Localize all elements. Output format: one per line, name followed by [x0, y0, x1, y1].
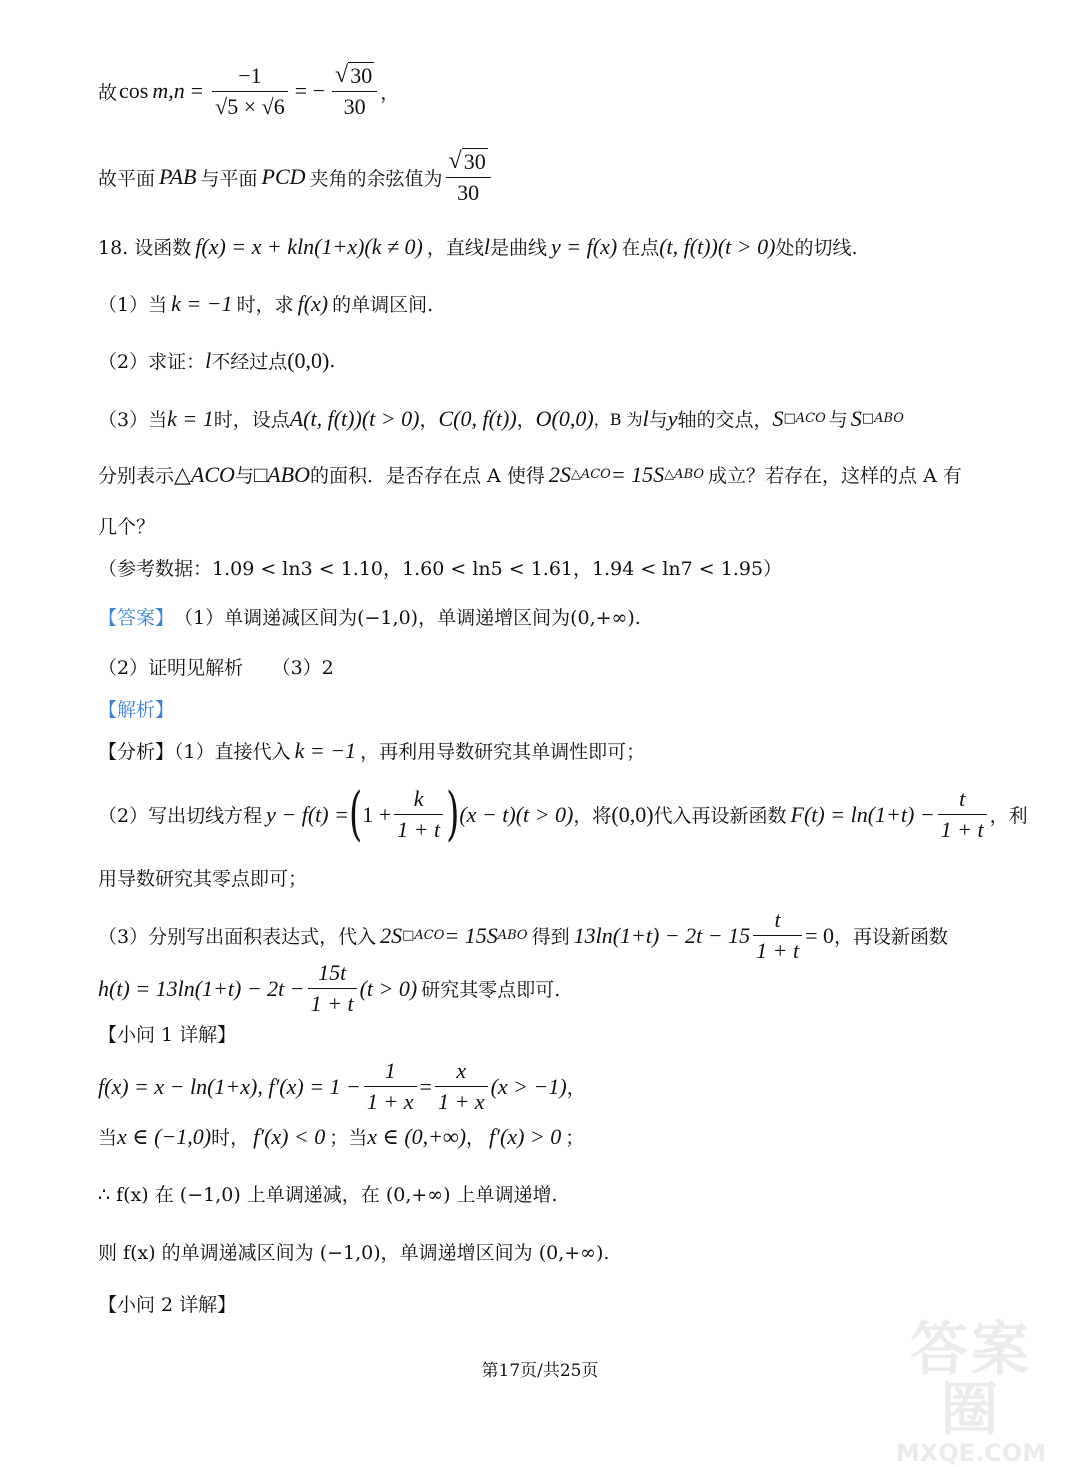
- text: （1）单调递减区间为(−1,0)，单调递增区间为(0,+∞).: [174, 607, 641, 629]
- text: ，: [419, 409, 439, 431]
- answer-line-2: [98, 653, 334, 680]
- text: 故平面: [98, 167, 156, 190]
- plane-pab: PAB: [159, 164, 197, 189]
- part-3-end: [98, 512, 155, 539]
- text: 与: [828, 409, 848, 431]
- text: ，将: [573, 805, 612, 827]
- text: 得到: [531, 926, 570, 948]
- part-3-cont: 分别表示 △ACO 与 □ABO 的面积．是否存在点 A 使得 2S △ACO = 15S △ABO 成立？若存在，这样的点 A 有: [98, 461, 962, 487]
- fraction: $\frac{t}{1 + t}$: [753, 907, 802, 964]
- text: （2）求证：: [98, 351, 206, 373]
- fraction: $\frac{-1}{√5 \times √6}$: [212, 63, 288, 120]
- text: ，B 为: [593, 410, 643, 429]
- text: （3）分别写出面积表达式，代入: [98, 926, 377, 948]
- text: 用导数研究其零点即可；: [98, 868, 308, 890]
- equals-minus: = −: [294, 78, 326, 103]
- text: （2）证明见解析 （3）2: [98, 657, 334, 679]
- text: 【分析】（1）直接代入: [98, 741, 291, 763]
- point-c: C(0, f(t)): [438, 405, 517, 431]
- text: 在点: [621, 237, 660, 259]
- line-l: l: [483, 233, 491, 259]
- text: 18. 设函数: [98, 237, 192, 259]
- analysis-2-cont: [98, 864, 307, 891]
- line-l: l: [205, 347, 212, 373]
- plane-pcd: PCD: [261, 164, 306, 189]
- analysis-label-text: 【解析】: [98, 699, 175, 721]
- analysis-1: [98, 737, 645, 764]
- text: 不经过点: [211, 351, 288, 373]
- text: 是曲线: [490, 237, 548, 259]
- analysis-4: h(t) = 13ln(1+t) − 2t − $\frac{15t}{1 + t}$ (t > 0) 研究其零点即可.: [98, 960, 561, 1016]
- fraction: √ 30 30: [332, 62, 377, 120]
- curve: y = f(x): [551, 233, 618, 259]
- text: 成立？若存在，这样的点 A 有: [708, 465, 962, 487]
- fraction: √ 30 30: [446, 148, 491, 206]
- text: .: [329, 349, 336, 372]
- text: 的单调区间.: [332, 294, 434, 316]
- text: 时，设点: [213, 409, 290, 431]
- equation: y − f(t) =: [266, 801, 349, 827]
- page-footer: 第17页/共25页: [481, 1361, 599, 1381]
- conclusion-line: [98, 148, 494, 206]
- expression: 13ln(1+t) − 2t − 15: [573, 922, 751, 948]
- detail-3: ∴ f(x) 在 (−1,0) 上单调递减，在 (0,+∞) 上单调递增.: [98, 1184, 558, 1206]
- text: 几个？: [98, 516, 156, 538]
- derivative: f(x) = x − ln(1+x), f′(x) = 1 −: [98, 1073, 361, 1099]
- text: （参考数据：1.09 < ln3 < 1.10，1.60 < ln5 < 1.61，1.94 < ln7 < 1.95）: [98, 558, 783, 580]
- equals: =: [190, 78, 204, 103]
- text: 与: [234, 465, 254, 487]
- k-value: k = −1: [171, 290, 233, 316]
- text: （2）写出切线方程: [98, 805, 263, 827]
- triangle-abo: □ABO: [253, 461, 311, 487]
- text: 的面积．是否存在点 A 使得: [310, 465, 545, 487]
- detail-1: f(x) = x − ln(1+x), f′(x) = 1 − $\frac{1}{1 + x}$ = $\frac{x}{1 + x}$ (x > −1) ，: [98, 1058, 586, 1114]
- point: (t, f(t))(t > 0): [659, 233, 776, 259]
- detail-2: 当 x ∈ (−1,0) 时， f′(x) < 0 ；当 x ∈ (0,+∞) ， f′(x) > 0 ；: [98, 1123, 585, 1149]
- text: （1）当: [98, 294, 168, 316]
- text: 夹角的余弦值为: [309, 167, 443, 190]
- text: 与平面: [200, 167, 258, 190]
- analysis-3: （3）分别写出面积表达式，代入 2S □ACO = 15S ABO 得到 13ln(1+t) − 2t − 15 $\frac{t}{1 + t}$ = 0 ，再设新函数: [98, 907, 949, 963]
- watermark-top: 答案圈: [909, 1315, 1032, 1443]
- function: f(x) = x + kln(1+x)(k ≠ 0): [195, 233, 423, 259]
- part-2: [98, 347, 335, 374]
- cos-formula-line: [98, 62, 399, 120]
- text: ，: [516, 409, 536, 431]
- cos: cos: [119, 78, 149, 103]
- fraction: $\frac{15t}{1 + t}$: [308, 960, 357, 1017]
- origin: (0,0): [287, 347, 330, 373]
- part-3: （3）当 k = 1 时，设点 A(t, f(t))(t > 0) ， C(0, f(t)) ， O(0,0) ，B 为 l 与 y 轴的交点， S □ACO 与 S □ABO: [98, 405, 904, 431]
- function-h: h(t) = 13ln(1+t) − 2t −: [98, 975, 305, 1001]
- text: 研究其零点即可.: [421, 979, 561, 1001]
- text: 时，求: [236, 294, 294, 316]
- k-value: k = 1: [167, 405, 214, 431]
- analysis-2: （2）写出切线方程 y − f(t) = ( 1 + $\frac{k}{1 + t}$ ) (x − t)(t > 0) ，将 (0,0) 代入再设新函数 F(t) = ln(1+t) − $\frac{t}{1 + t}$ ，利: [98, 780, 1028, 849]
- vectors: m,n: [152, 78, 185, 103]
- subquestion-2-title: 【小问 2 详解】: [98, 1294, 237, 1316]
- fraction: $\frac{k}{1 + t}$: [394, 786, 443, 843]
- text: 代入再设新函数: [653, 805, 787, 827]
- text: 处的切线.: [775, 237, 858, 259]
- text: （3）当: [98, 409, 168, 431]
- area-s1: S: [772, 405, 784, 431]
- k-value: k = −1: [294, 737, 357, 763]
- text: ，再利用导数研究其单调性即可；: [360, 741, 646, 763]
- detail-4: 则 f(x) 的单调递减区间为 (−1,0)，单调递增区间为 (0,+∞).: [98, 1242, 610, 1264]
- answer-label: 【答案】: [98, 607, 175, 629]
- text: ，利: [989, 805, 1028, 827]
- watermark-bottom: MXQE.COM: [895, 1439, 1047, 1467]
- watermark: [886, 1315, 1056, 1467]
- equation: 2S: [548, 461, 571, 487]
- function: f(x): [297, 290, 329, 316]
- text: 轴的交点，: [677, 409, 773, 431]
- text: 与: [648, 409, 668, 431]
- function-F: F(t) = ln(1+t) −: [790, 801, 935, 827]
- point-o: O(0,0): [535, 405, 594, 431]
- reference-data: [98, 554, 782, 581]
- line-l: l: [642, 405, 649, 431]
- fraction: $\frac{x}{1 + x}$: [435, 1058, 488, 1115]
- answer-line: [98, 603, 641, 630]
- part-1: [98, 290, 433, 317]
- fraction: $\frac{t}{1 + t}$: [938, 786, 987, 843]
- question-18: [98, 233, 858, 260]
- triangle-aco: △ACO: [174, 461, 235, 487]
- equation: = 15S: [610, 461, 665, 487]
- text: ，: [380, 81, 400, 104]
- text: ，直线: [426, 237, 484, 259]
- analysis-label: [98, 695, 174, 722]
- text: ，再设新函数: [834, 926, 949, 948]
- text: 分别表示: [98, 465, 175, 487]
- area-s2: S: [850, 405, 862, 431]
- point-a: A(t, f(t))(t > 0): [289, 405, 420, 431]
- y-axis: y: [667, 405, 678, 431]
- text: 故: [98, 81, 118, 104]
- text: 【小问 1 详解】: [98, 1024, 237, 1046]
- subquestion-1-title: [98, 1020, 236, 1047]
- fraction: $\frac{1}{1 + x}$: [364, 1058, 417, 1115]
